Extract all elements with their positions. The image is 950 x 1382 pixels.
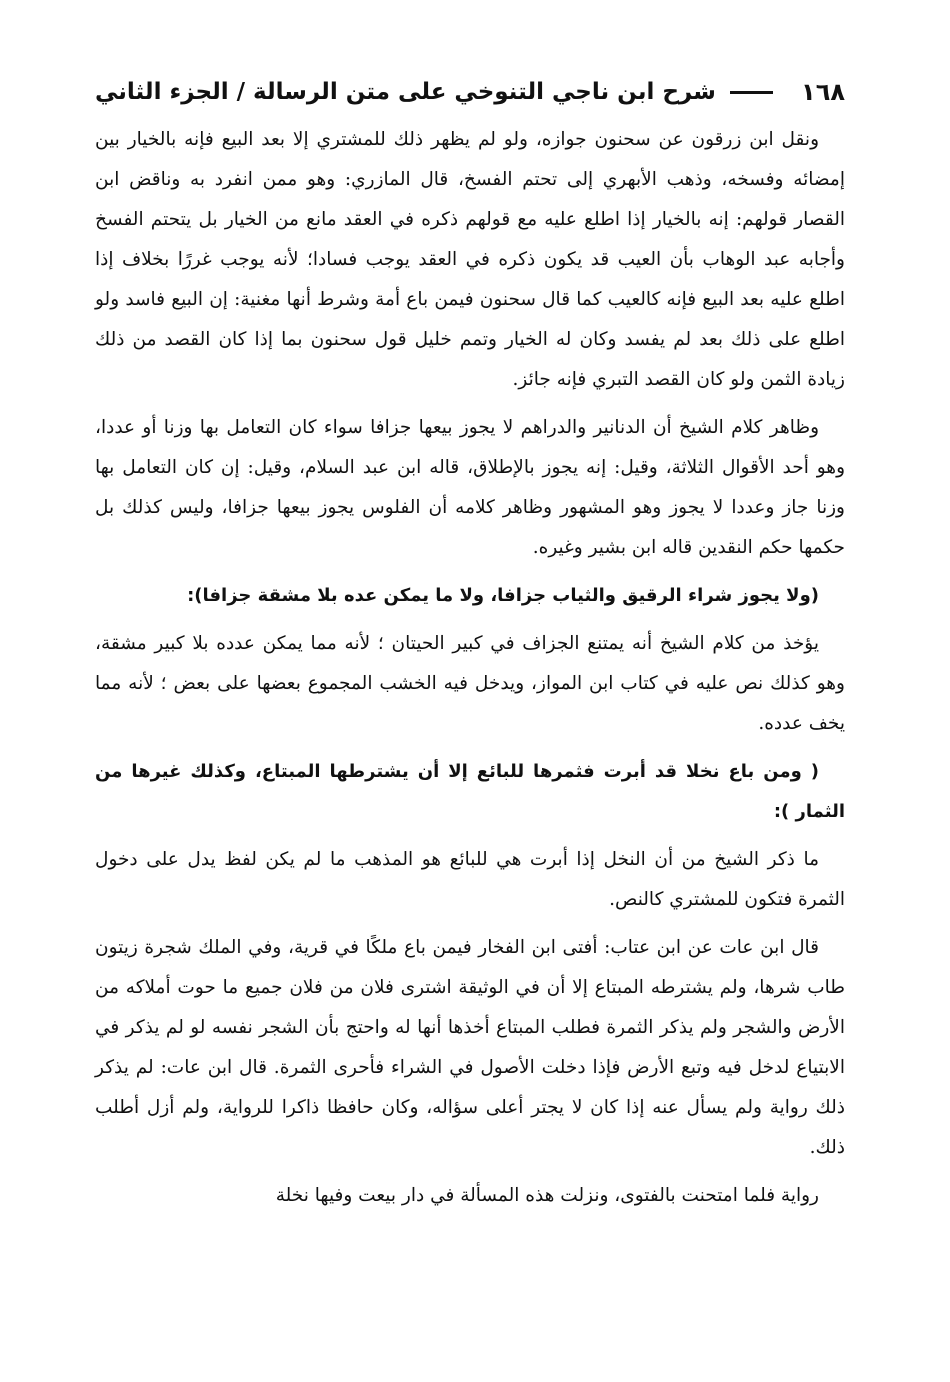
commentary-paragraph: ونقل ابن زرقون عن سحنون جوازه، ولو لم يظهر ذلك للمشتري إلا بعد البيع فإنه بالخيار بين إمضائه وفسخه، وذهب الأبهري إلى تحتم الفسخ، قال المازري: وهو ممن انفرد به وناقض ابن القصار قولهم: إنه بالخيار إذا اطلع عليه مع قولهم ذكره في العقد مانع من الخيار بل يتحتم الفسخ وأجابه عبد الوهاب بأن العيب قد يكون ذكره في العقد يوجب فسادا؛ لأنه يوجب غررًا بخلاف إذا اطلع عليه بعد البيع فإنه كالعيب كما قال سحنون فيمن باع أمة وشرط أنها مغنية: إن البيع فاسد ولو اطلع على ذلك بعد لم يفسد وكان له الخيار وتمم خليل قول سحنون بما إذا كان القصد من ذلك زيادة الثمن ولو كان القصد التبري فإنه جائز. <box>95 129 845 390</box>
commentary-paragraph: رواية فلما امتحنت بالفتوى، ونزلت هذه المسألة في دار بيعت وفيها نخلة <box>275 1185 819 1206</box>
running-title: شرح ابن ناجي التنوخي على متن الرسالة / الجزء الثاني <box>95 79 716 105</box>
commentary-paragraph: ما ذكر الشيخ من أن النخل إذا أبرت هي للبائع هو المذهب ما لم يكن لفظ يدل على دخول الثمرة فتكون للمشتري كالنص. <box>95 849 845 910</box>
header-rule <box>730 91 773 94</box>
page-number: ١٦٨ <box>801 78 845 106</box>
matn-text: ( ومن باع نخلا قد أبرت فثمرها للبائع إلا أن يشترطها المبتاع، وكذلك غيرها من الثمار ): <box>95 761 845 822</box>
matn-text: (ولا يجوز شراء الرقيق والثياب جزافا، ولا ما يمكن عده بلا مشقة جزافا): <box>187 585 819 606</box>
commentary-paragraph: قال ابن عات عن ابن عتاب: أفتى ابن الفخار فيمن باع ملكًا في قرية، وفي الملك شجرة زيتون طاب شرها، ولم يشترطه المبتاع إلا أن في الوثيقة اشترى فلان من فلان جميع ما حوت أملاكه من الأرض والشجر ولم يذكر الثمرة فطلب المبتاع أخذها أنها له واحتج بأن الشجر نفسه لو لم يذكر في الابتياع لدخل فيه وتبع الأرض فإذا دخلت الأصول في الشراء فأحرى الثمرة. قال ابن عات: لم يذكر ذلك رواية ولم يسأل عنه إذا كان لا يجتر أعلى سؤاله، وكان حافظا ذاكرا للرواية، ولم أزل أطلب ذلك. <box>95 937 845 1158</box>
commentary-paragraph: وظاهر كلام الشيخ أن الدنانير والدراهم لا يجوز بيعها جزافا سواء كان التعامل بها وزنا أو عددا، وهو أحد الأقوال الثلاثة، وقيل: إنه يجوز بالإطلاق، قاله ابن عبد السلام، وقيل: إن كان التعامل بها وزنا جاز وعددا لا يجوز وهو المشهور وظاهر كلامه أن الفلوس يجوز بيعها جزافا، وليس كذلك بل حكمها حكم النقدين قاله ابن بشير وغيره. <box>95 417 845 558</box>
commentary-paragraph: يؤخذ من كلام الشيخ أنه يمتنع الجزاف في كبير الحيتان ؛ لأنه مما يمكن عدده بلا كبير مشقة، وهو كذلك نص عليه في كتاب ابن المواز، ويدخل فيه الخشب المجموع بعضها على بعض ؛ لأنه مما يخف عدده. <box>95 633 845 734</box>
book-page <box>95 70 845 1224</box>
body-text <box>95 120 845 1216</box>
page-header <box>95 70 845 114</box>
